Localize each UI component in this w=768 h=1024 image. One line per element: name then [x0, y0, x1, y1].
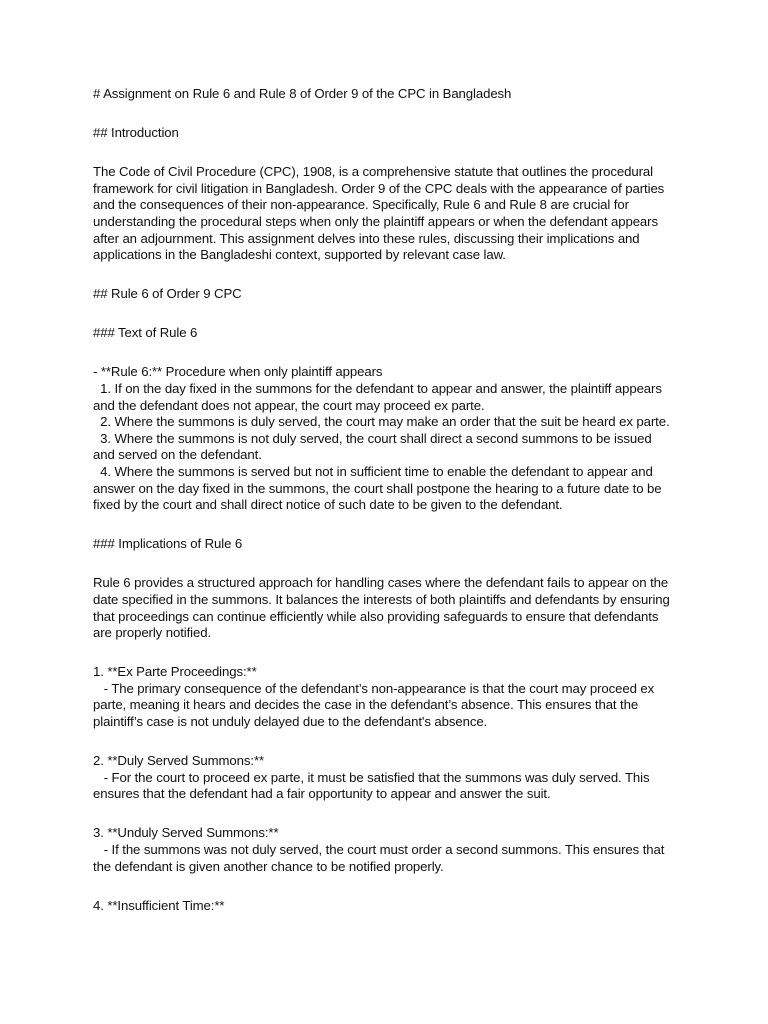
rule6-line: 4. Where the summons is served but not in sufficient time to enable the defendant to appear and [93, 464, 653, 479]
rule6-line: answer on the day fixed in the summons, the court shall postpone the hearing to a future date to be [93, 480, 662, 496]
rule6-heading: ## Rule 6 of Order 9 CPC [93, 286, 242, 302]
rule6-line: and served on the defendant. [93, 447, 262, 463]
list-item-line: 1. **Ex Parte Proceedings:** [93, 664, 257, 680]
list-item-line: plaintiff’s case is not unduly delayed due to the defendant's absence. [93, 714, 488, 730]
list-item-line: 2. **Duly Served Summons:** [93, 753, 265, 769]
list-item-line: - If the summons was not duly served, the court must order a second summons. This ensures that [93, 842, 665, 857]
list-item-line: the defendant is given another chance to be notified properly. [93, 858, 444, 874]
list-item-line: 3. **Unduly Served Summons:** [93, 825, 279, 841]
document-title: # Assignment on Rule 6 and Rule 8 of Order 9 of the CPC in Bangladesh [93, 86, 512, 101]
list-item-line: parte, meaning it hears and decides the case in the defendant’s absence. This ensures that the [93, 697, 639, 713]
rule6-line: and the defendant does not appear, the court may proceed ex parte. [93, 397, 485, 413]
list-item-line: - The primary consequence of the defendant’s non-appearance is that the court may proceed ex [93, 680, 655, 696]
list-item-line: ensures that the defendant had a fair opportunity to appear and answer the suit. [93, 786, 551, 802]
rule6-line: - **Rule 6:** Procedure when only plaintiff appears [93, 364, 383, 380]
list-item-insufficient-time [93, 898, 681, 915]
paragraph-line: applications in the Bangladeshi context, supported by relevant case law. [93, 247, 506, 263]
rule6-line: 2. Where the summons is duly served, the court may make an order that the suit be heard ex parte. [93, 414, 670, 430]
list-item-ex-parte [93, 664, 681, 730]
introduction-paragraph [93, 164, 681, 264]
list-item-unduly-served [93, 825, 681, 875]
paragraph-line: that proceedings can continue efficiently while also providing safeguards to ensure that defendants [93, 608, 659, 624]
paragraph-line: framework for civil litigation in Bangladesh. Order 9 of the CPC deals with the appearance of parties [93, 180, 665, 196]
paragraph-line: after an adjournment. This assignment delves into these rules, discussing their implications and [93, 230, 640, 246]
rule6-text-heading: ### Text of Rule 6 [93, 325, 198, 341]
document-body [93, 86, 681, 914]
rule6-line: fixed by the court and shall direct notice of such date to be given to the defendant. [93, 497, 563, 513]
implications-paragraph [93, 575, 681, 641]
paragraph-line: Rule 6 provides a structured approach for handling cases where the defendant fails to appear on the [93, 575, 669, 591]
rule6-line: 3. Where the summons is not duly served, the court shall direct a second summons to be issued [93, 430, 652, 446]
implications-heading: ### Implications of Rule 6 [93, 536, 243, 552]
paragraph-line: and the consequences of their non-appearance. Specifically, Rule 6 and Rule 8 are crucial for [93, 197, 629, 213]
rule6-line: 1. If on the day fixed in the summons for the defendant to appear and answer, the plaintiff appears [93, 381, 662, 397]
paragraph-line: The Code of Civil Procedure (CPC), 1908, is a comprehensive statute that outlines the procedural [93, 164, 653, 180]
list-item-line: 4. **Insufficient Time:** [93, 897, 225, 913]
paragraph-line: are properly notified. [93, 625, 212, 641]
paragraph-line: understanding the procedural steps when only the plaintiff appears or when the defendant appears [93, 213, 658, 229]
introduction-heading: ## Introduction [93, 125, 179, 141]
rule6-text [93, 364, 681, 513]
list-item-duly-served [93, 753, 681, 803]
paragraph-line: date specified in the summons. It balances the interests of both plaintiffs and defendants by ensuring [93, 591, 670, 607]
list-item-line: - For the court to proceed ex parte, it must be satisfied that the summons was duly served. This [93, 769, 650, 785]
